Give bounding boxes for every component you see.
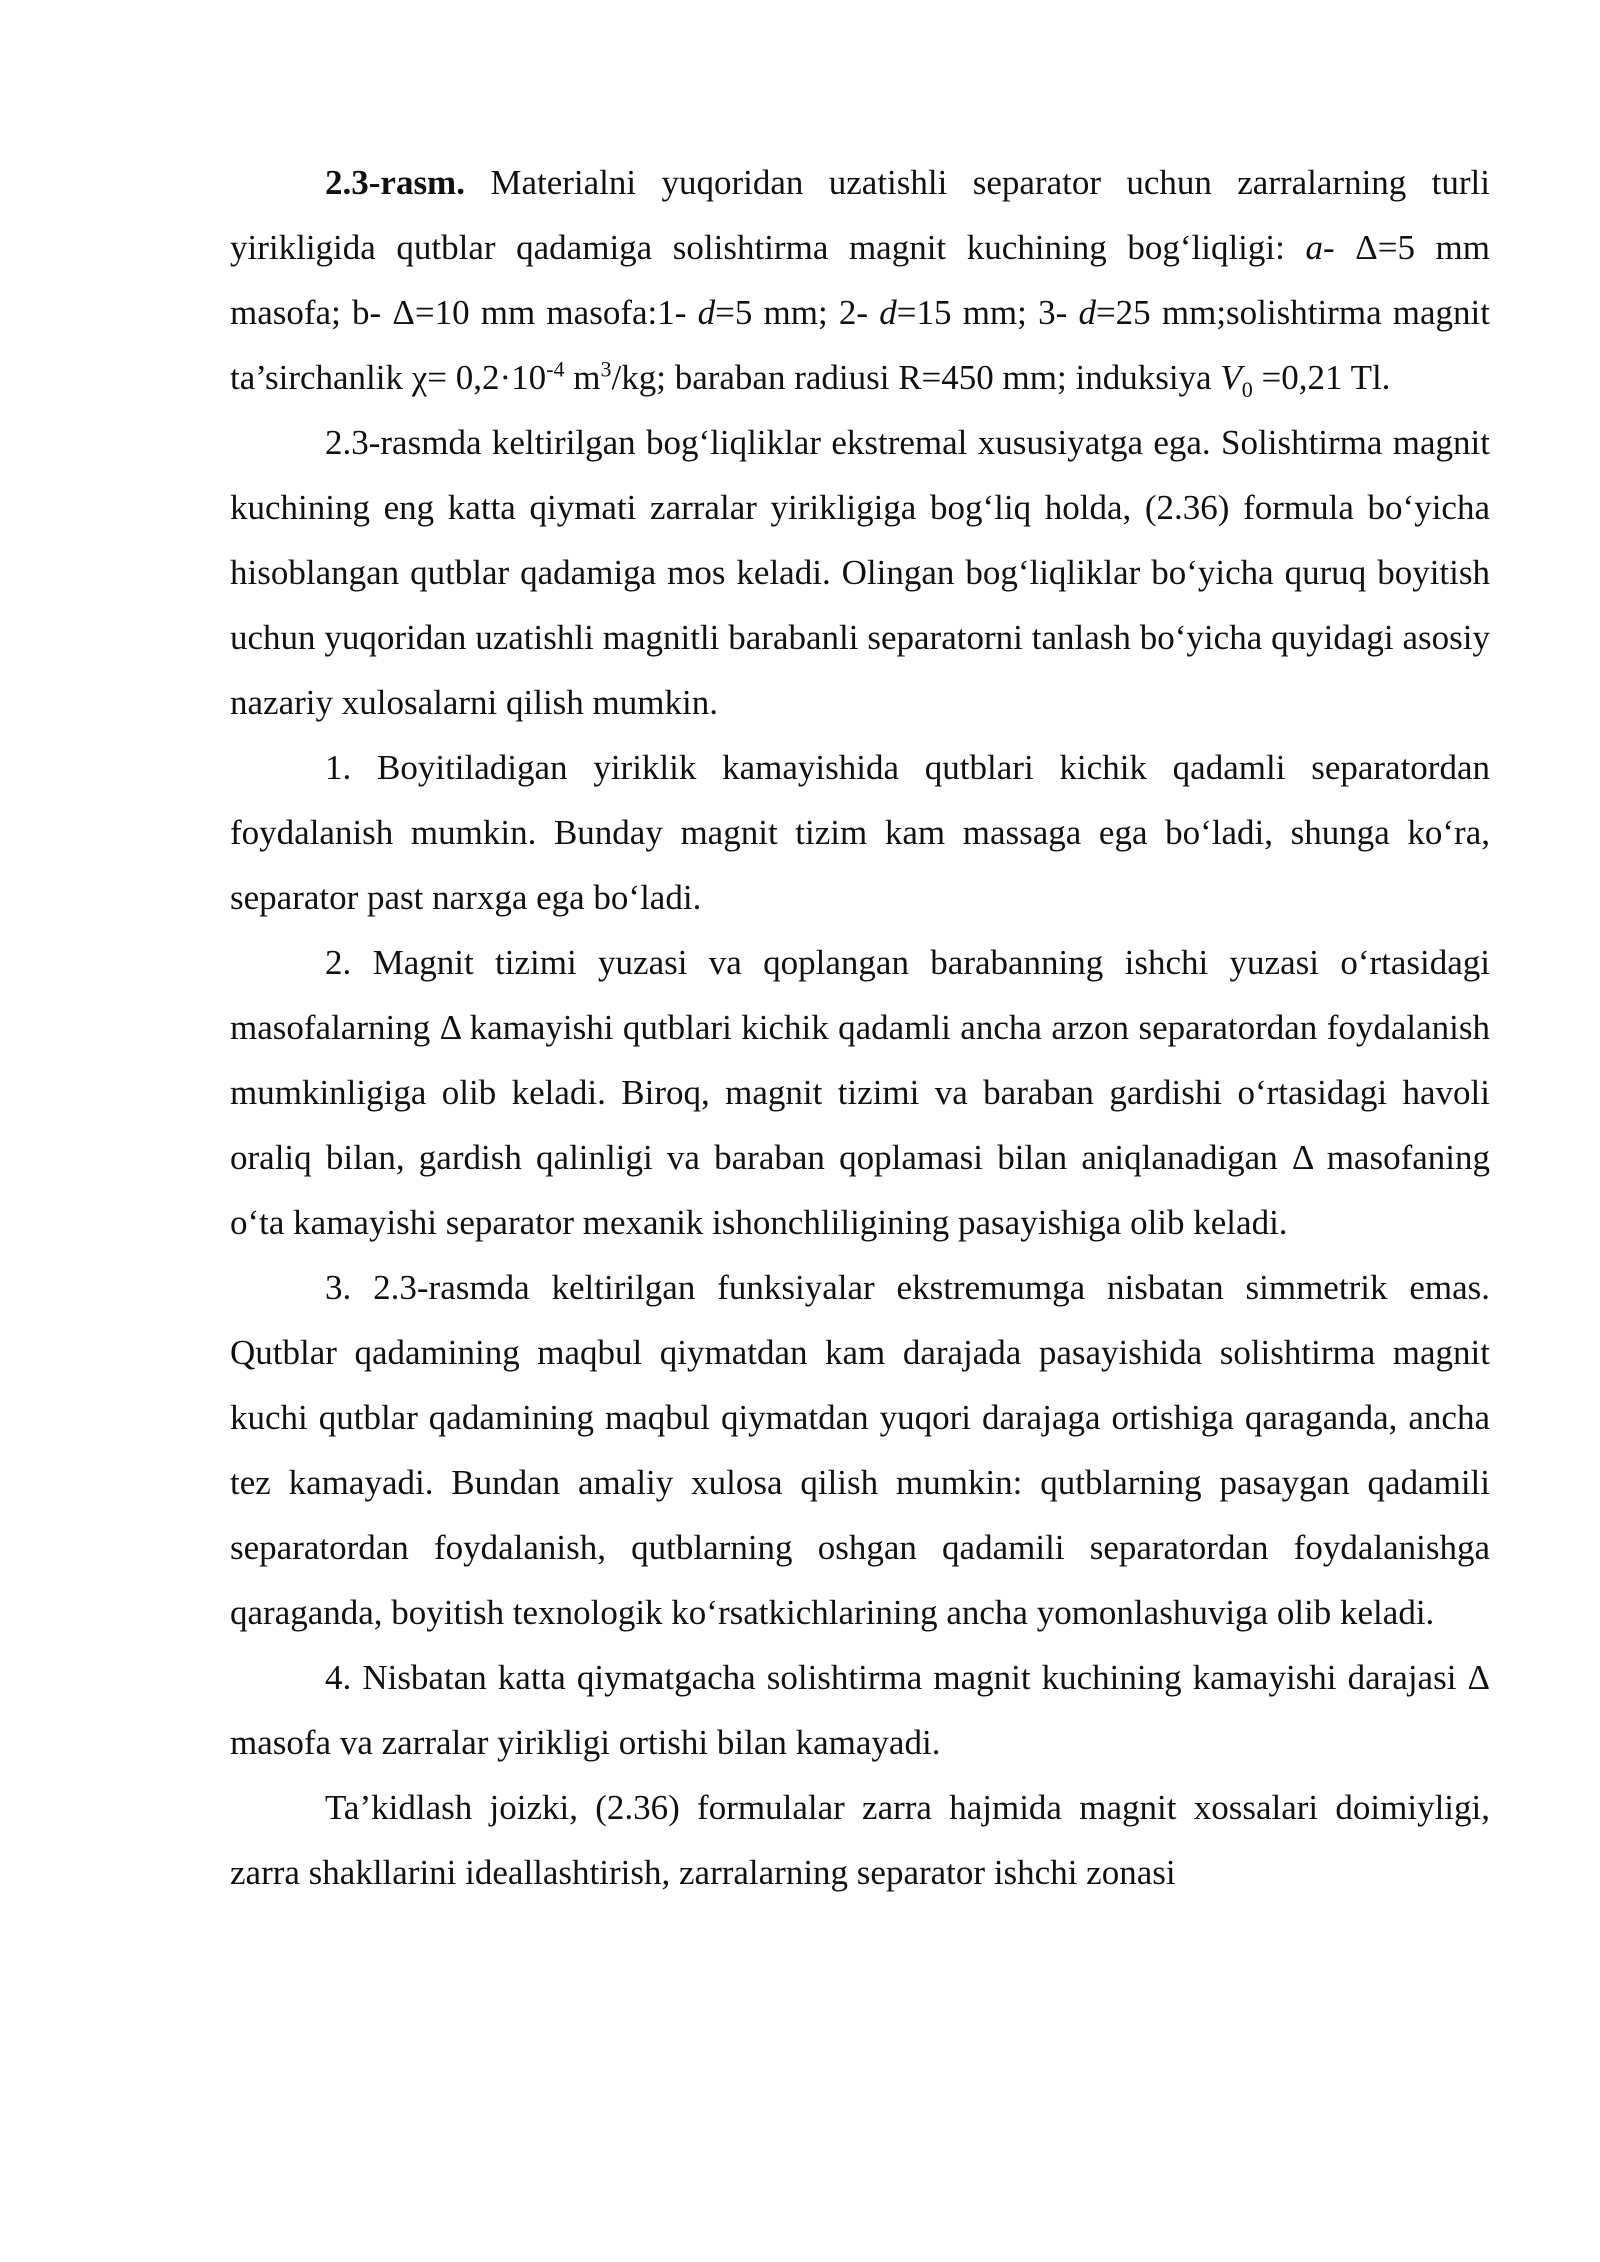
figure-caption <box>230 150 1490 410</box>
caption-text: - Δ=5 mm masofa; b- Δ=10 mm masofa:1- <box>230 228 1490 332</box>
paragraph-point-1: 1. Boyitiladigan yiriklik kamayishida qutblari kichik qadamli separatordan foydalanish mumkin. Bunday magnit tizim kam massaga ega bo‘ladi, shunga ko‘ra, separator past narxga ega bo‘ladi. <box>230 748 1490 917</box>
caption-text: =0,21 Tl. <box>1252 358 1391 397</box>
caption-var-a: a <box>1305 228 1323 267</box>
caption-var-v: V <box>1220 358 1242 397</box>
caption-exponent: 3 <box>600 356 612 382</box>
caption-text: m <box>564 358 601 397</box>
caption-text: =15 mm; 3- <box>896 293 1079 332</box>
paragraph-point-2: 2. Magnit tizimi yuzasi va qoplangan barabanning ishchi yuzasi o‘rtasidagi masofalarning Δ kamayishi qutblari kichik qadamli ancha arzon separatordan foydalanish mumkinligiga olib keladi. Biroq, magnit tizimi va baraban gardishi o‘rtasidagi havoli oraliq bilan, gardish qalinligi va baraban qoplamasi bilan aniqlanadigan Δ masofaning o‘ta kamayishi separator mexanik ishonchliligining pasayishiga olib keladi. <box>230 943 1490 1242</box>
paragraph-point-4: 4. Nisbatan katta qiymatgacha solishtirma magnit kuchining kamayishi darajasi Δ masofa va zarralar yirikligi ortishi bilan kamayadi. <box>230 1658 1490 1762</box>
caption-text: =25 mm;solishtirma magnit ta’sirchanlik χ= 0,2·10 <box>230 293 1491 397</box>
paragraph-intro: 2.3-rasmda keltirilgan bog‘liqliklar ekstremal xususiyatga ega. Solishtirma magnit kuchining eng katta qiymati zarralar yirikligiga bog‘liq holda, (2.36) formula bo‘yicha hisoblangan qutblar qadamiga mos keladi. Olingan bog‘liqliklar bo‘yicha quruq boyitish uchun yuqoridan uzatishli magnitli barabanli separatorni tanlash bo‘yicha quyidagi asosiy nazariy xulosalarni qilish mumkin. <box>230 423 1490 722</box>
caption-exponent: -4 <box>546 356 565 382</box>
caption-var-d: d <box>879 293 897 332</box>
document-text <box>230 150 1490 1905</box>
paragraph-closing: Ta’kidlash joizki, (2.36) formulalar zarra hajmida magnit xossalari doimiyligi, zarra shakllarini ideallashtirish, zarralarning separator ishchi zonasi <box>230 1788 1490 1892</box>
caption-var-d: d <box>697 293 716 332</box>
caption-text: /kg; baraban radiusi R=450 mm; induksiya <box>611 358 1221 397</box>
caption-text: Materialni yuqoridan uzatishli separator uchun zarralarning turli yirikligida qutblar qadamiga solishtirma magnit kuchining bog‘liqligi: <box>230 163 1490 267</box>
caption-text: =5 mm; 2- <box>715 293 880 332</box>
caption-label: 2.3-rasm. <box>325 163 465 202</box>
caption-subscript: 0 <box>1241 377 1253 402</box>
caption-var-d: d <box>1078 293 1096 332</box>
paragraph-point-3: 3. 2.3-rasmda keltirilgan funksiyalar ekstremumga nisbatan simmetrik emas. Qutblar qadamining maqbul qiymatdan kam darajada pasayishida solishtirma magnit kuchi qutblar qadamining maqbul qiymatdan yuqori darajaga ortishiga qaraganda, ancha tez kamayadi. Bundan amaliy xulosa qilish mumkin: qutblarning pasaygan qadamili separatordan foydalanish, qutblarning oshgan qadamili separatordan foydalanishga qaraganda, boyitish texnologik ko‘rsatkichlarining ancha yomonlashuviga olib keladi. <box>230 1268 1490 1632</box>
